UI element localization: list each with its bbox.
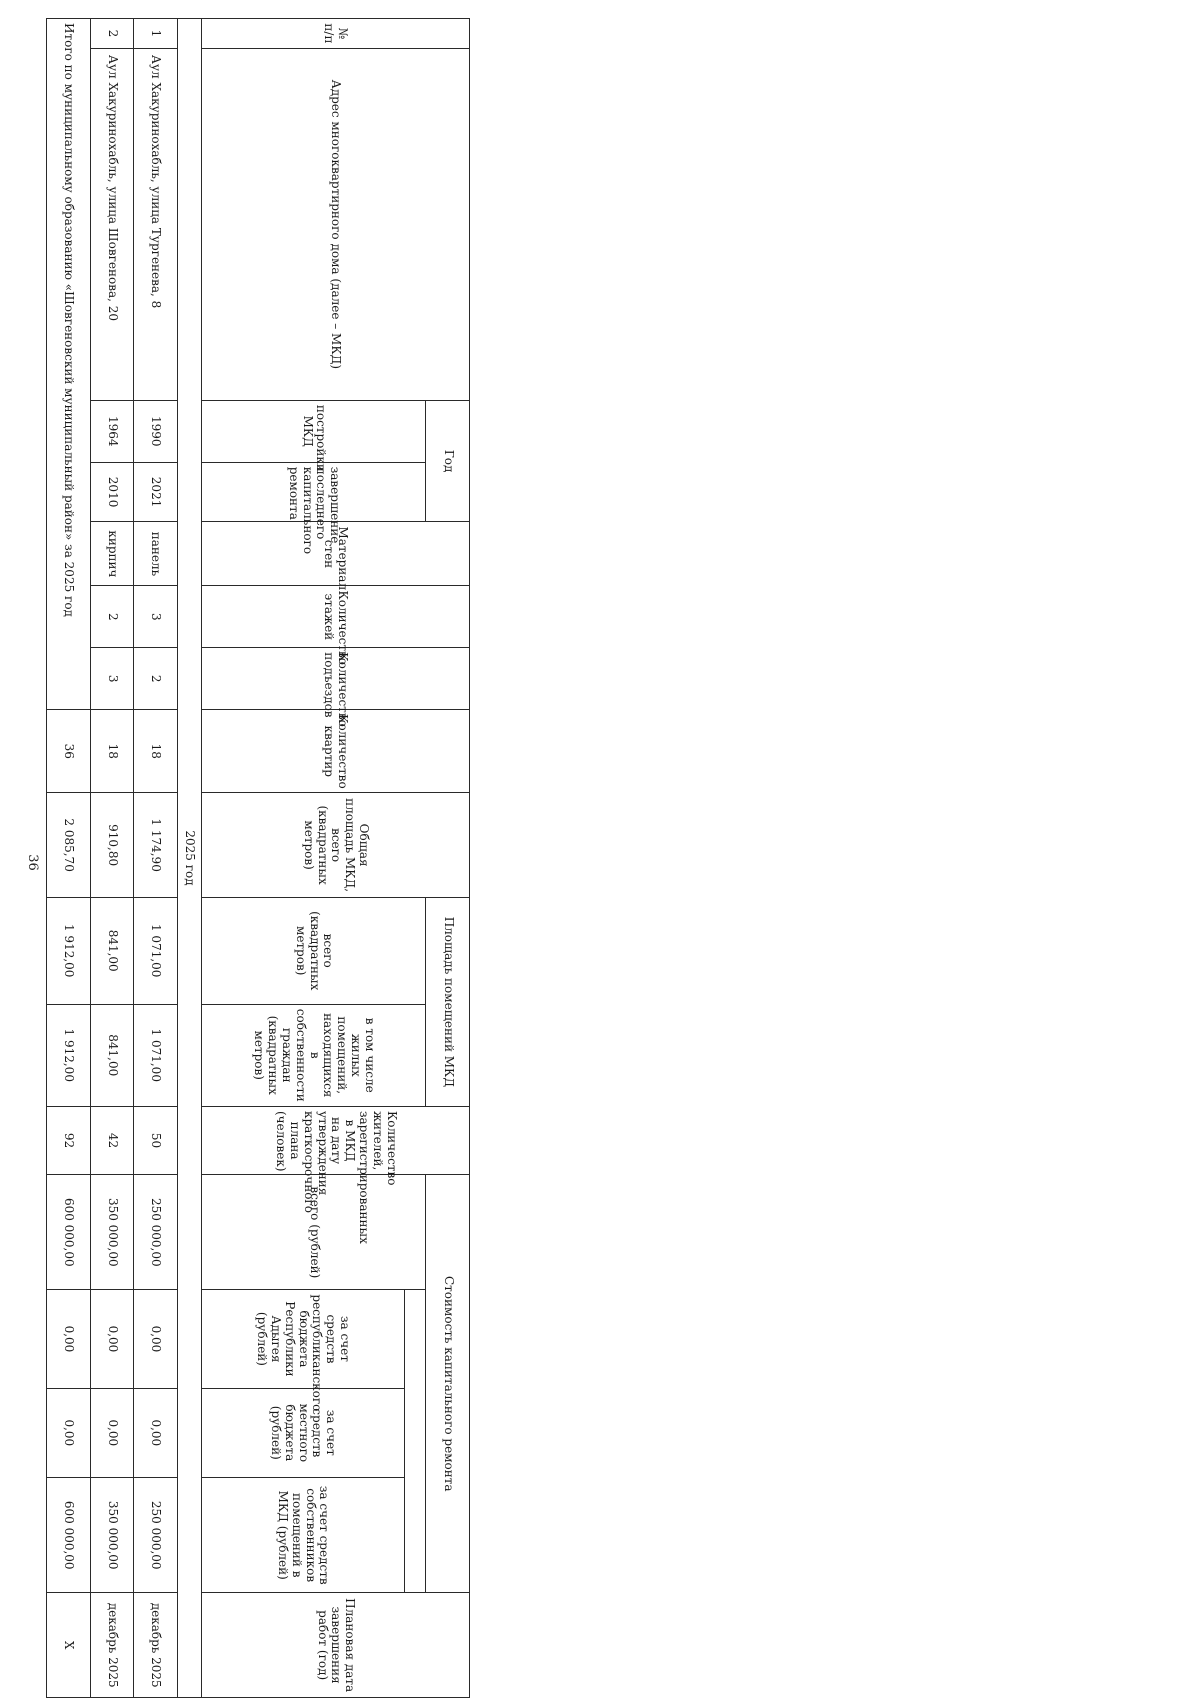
header-residents: Количество жителей, зарегистрированных в МКД на дату утверждения краткосрочного плана (человек) xyxy=(201,1106,469,1174)
row-residents: 42 xyxy=(90,1106,134,1174)
row-cost-owners: 250 000,00 xyxy=(134,1478,178,1593)
header-cost-local: за счет средств местного бюджета (рублей) xyxy=(201,1388,404,1478)
header-total-area: Общая площадь МКД, всего (квадратных метров) xyxy=(201,793,469,898)
row-premises-residential: 841,00 xyxy=(90,1004,134,1106)
total-residents: 92 xyxy=(47,1106,91,1174)
row-premises-residential: 1 071,00 xyxy=(134,1004,178,1106)
header-year-built: постройки МКД xyxy=(201,400,426,462)
header-cost-owners: за счет средств собственников помещений в МКД (рублей) xyxy=(201,1478,404,1593)
row-cost-total: 350 000,00 xyxy=(90,1175,134,1290)
row-cost-local: 0,00 xyxy=(90,1388,134,1478)
capital-repair-table xyxy=(46,18,470,1698)
header-cost-group: Стоимость капитального ремонта xyxy=(426,1175,470,1593)
row-year-built: 1990 xyxy=(134,400,178,462)
row-no: 1 xyxy=(134,19,178,49)
total-planned-date: Х xyxy=(47,1593,91,1698)
row-entrances: 2 xyxy=(134,648,178,710)
row-floors: 3 xyxy=(134,586,178,648)
header-address: Адрес многоквартирного дома (далее – МКД) xyxy=(201,48,469,400)
row-no: 2 xyxy=(90,19,134,49)
row-apartments: 18 xyxy=(90,710,134,793)
row-cost-local: 0,00 xyxy=(134,1388,178,1478)
total-premises-total: 1 912,00 xyxy=(47,897,91,1004)
row-cost-owners: 350 000,00 xyxy=(90,1478,134,1593)
row-premises-total: 841,00 xyxy=(90,897,134,1004)
row-year-built: 1964 xyxy=(90,400,134,462)
total-area: 2 085,70 xyxy=(47,793,91,898)
row-year-repair: 2010 xyxy=(90,462,134,522)
header-premises-residential: в том числе жилых помещений, находящихся в собственности граждан (квадратных метров) xyxy=(201,1004,426,1106)
header-cost-total: всего (рублей) xyxy=(201,1175,426,1290)
header-entrances: Количество подъездов xyxy=(201,648,469,710)
table-row xyxy=(134,19,178,1698)
row-cost-republic: 0,00 xyxy=(90,1290,134,1388)
row-address: Аул Хакуринохабль, улица Тургенева, 8 xyxy=(134,48,178,400)
header-year-group: Год xyxy=(426,400,470,522)
total-label: Итого по муниципальному образованию «Шовгеновский муниципальный район» за 2025 год xyxy=(47,19,91,710)
row-address: Аул Хакуринохабль, улица Шовгенова, 20 xyxy=(90,48,134,400)
row-cost-total: 250 000,00 xyxy=(134,1175,178,1290)
row-planned-date: декабрь 2025 xyxy=(90,1593,134,1698)
year-row: 2025 год xyxy=(177,19,201,1698)
header-no: № п/п xyxy=(201,19,469,49)
header-apartments: Количество квартир xyxy=(201,710,469,793)
header-cost-subgroup xyxy=(404,1290,426,1593)
page-number: 36 xyxy=(24,854,40,871)
header-floors: Количество этажей xyxy=(201,586,469,648)
total-cost-republic: 0,00 xyxy=(47,1290,91,1388)
total-cost-owners: 600 000,00 xyxy=(47,1478,91,1593)
row-material: кирпич xyxy=(90,522,134,586)
row-floors: 2 xyxy=(90,586,134,648)
rotated-table-wrapper xyxy=(46,18,470,1698)
row-apartments: 18 xyxy=(134,710,178,793)
row-residents: 50 xyxy=(134,1106,178,1174)
row-entrances: 3 xyxy=(90,648,134,710)
row-material: панель xyxy=(134,522,178,586)
header-cost-republic: за счет средств республиканского бюджета Республики Адыгея (рублей) xyxy=(201,1290,404,1388)
total-cost-local: 0,00 xyxy=(47,1388,91,1478)
row-planned-date: декабрь 2025 xyxy=(134,1593,178,1698)
total-premises-residential: 1 912,00 xyxy=(47,1004,91,1106)
row-year-repair: 2021 xyxy=(134,462,178,522)
header-premises-total: всего (квадратных метров) xyxy=(201,897,426,1004)
table-row xyxy=(90,19,134,1698)
row-total-area: 910,80 xyxy=(90,793,134,898)
total-cost-total: 600 000,00 xyxy=(47,1175,91,1290)
row-total-area: 1 174,90 xyxy=(134,793,178,898)
total-row xyxy=(47,19,91,1698)
row-premises-total: 1 071,00 xyxy=(134,897,178,1004)
total-apartments: 36 xyxy=(47,710,91,793)
header-year-repair: завершение последнего капитального ремонта xyxy=(201,462,426,522)
header-planned-date: Плановая дата завершения работ (год) xyxy=(201,1593,469,1698)
row-cost-republic: 0,00 xyxy=(134,1290,178,1388)
header-premises-group: Площадь помещений МКД xyxy=(426,897,470,1106)
header-wall-material: Материал стен xyxy=(201,522,469,586)
